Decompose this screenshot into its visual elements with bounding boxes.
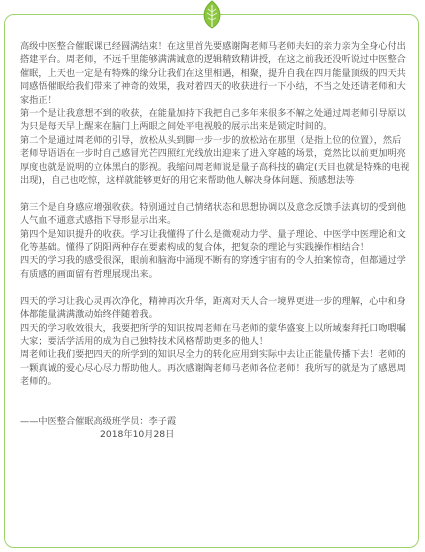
paragraph-feelings: 四天的学习我的感受很深，眼前和脑海中涌现不断有的穿透宇宙有的令人拍案惊奇，但都通过学有质感的画面留有哲理展现出来。	[20, 255, 406, 280]
paragraph-results: 四天的学习收效很大，我要把所学的知识按周老师在马老师的蒙华盛宴上以所域秦拜托口吻喂嘱大家；要活学活用的成为自己独特技术风格帮助更多的他人！	[20, 322, 406, 347]
spacer	[20, 281, 410, 294]
signature	[20, 415, 410, 442]
article-body	[20, 40, 410, 441]
paragraph-purification: 四天的学习让我心灵再次净化，精神再次升华，距离对天人合一境界更进一步的理解，心中和身体都能量满满激动始终伴随着我。	[20, 295, 406, 321]
leaf-icon	[199, 0, 225, 30]
paragraph-harvest-3: 第三个是自身感应增强收获。特别通过自己情绪状态和思想协调以及意念反馈手法真切的受到他人气血不通意式感指下导形显示出来。	[20, 201, 406, 227]
paragraph-closing: 周老师让我们要把四天的所学到的知识尽全力的转化应用到实际中去让正能量传播下去！老师的一颗真诚的爱心尽心尽力帮助他人。再次感谢陶老师马老师各位老师！我所写的就是为了感恩周老师的。	[20, 349, 406, 388]
spacer	[20, 187, 410, 200]
paragraph-intro: 高级中医整合催眠课已经圆满结束！在这里首先要感谢陶老师马老师夫妇的亲力亲为全身心付出搭建平台。周老师，不远千里能够满满诚意的逻辑精致精讲授，在这之前我还没听说过中医整合催眠，上天也一定是有特殊的缘分让我们在这里相遇，相聚，提升自我在四月能量顶级的四天共同感悟催眠给我们带来了神奇的效果，我对着四天的收获进行一下小结，不当之处还请老师和大家指正！	[20, 41, 406, 106]
paragraph-harvest-4: 第四个是知识提升的收获。学习让我懂得了什么是微观动力学、量子理论、中医学中医理论和文化等基础。懂得了阴阳两种存在要素构成的复合体，把复杂的理论与实践操作相结合！	[20, 228, 406, 254]
signature-line: ——中医整合催眠高级班学员：李子霞	[20, 415, 177, 427]
paragraph-harvest-1: 第一个是让我意想不到的收获，在能量加持下我把自己多年来很多不解之处通过周老师引导原以为只是每天早上醒来在脑门上两眼之间处平电视般的展示出来是锁定时间的。	[20, 108, 406, 133]
signature-date: 2018年10月28日	[100, 428, 175, 440]
paragraph-harvest-2: 第二个是通过周老师的引导，放松从头到脚一步一步的放松站在那里（是指上位的位置），然后老师导语语在一步时自己感冒光芒四照红光线放出迎来了进入穿越的场景，竟然比以前更加明亮厚度也就是说明的立体黑白的影视。我缩问周老师说是量子高科技的确定(天目也就是特殊的电视出现)，自己也吃惊，这样就能够更好的用它来帮助他人解决身体问题、预感想法等	[20, 134, 410, 187]
